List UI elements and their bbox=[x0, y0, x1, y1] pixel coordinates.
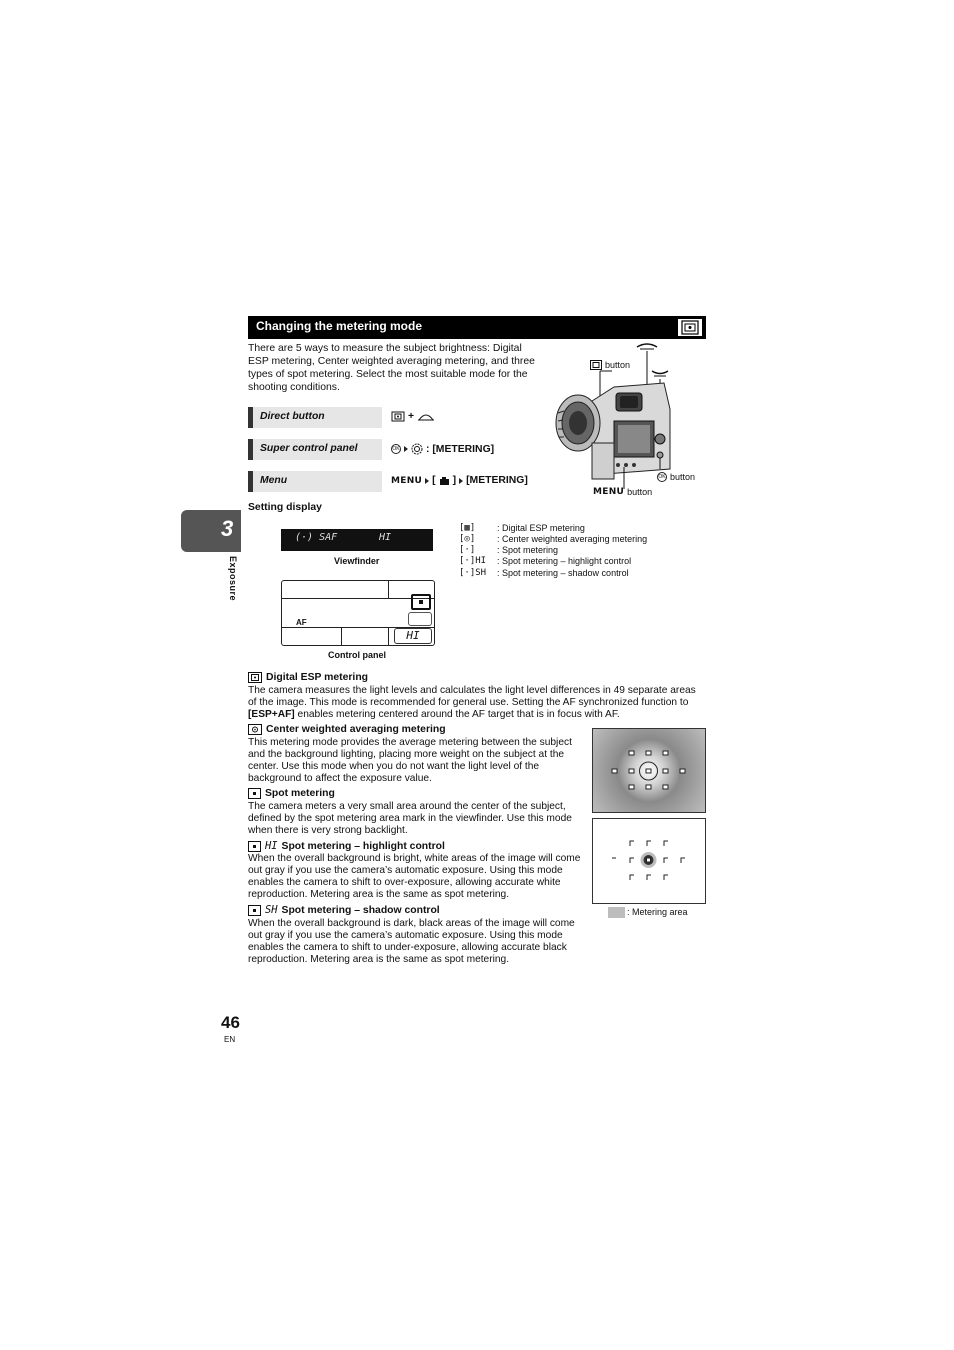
center-body: This metering mode provides the average metering between the subject and the background lighting, placing more weight on the subject at the center. Use this mode when you do not want the light level of the background to affect the exposure value. bbox=[248, 737, 572, 784]
viewfinder-label: Viewfinder bbox=[334, 556, 380, 566]
setting-display-title: Setting display bbox=[248, 502, 322, 513]
method-menu-value: MENU [ ] [METERING] bbox=[391, 475, 528, 486]
esp-body: The camera measures the light levels and calculates the light level differences in 49 separate areas of the image. This mode is recommended for general use. Setting the AF synchronized function to [ESP+AF] enables metering centered around the AF target that is in focus with AF. bbox=[248, 685, 696, 720]
spot-metering-icon bbox=[248, 788, 261, 799]
center-weighted-diagram bbox=[592, 728, 706, 813]
spot-metering-icon bbox=[411, 594, 431, 610]
method-direct-label: Direct button bbox=[248, 407, 382, 428]
esp-heading: Digital ESP metering bbox=[248, 672, 368, 683]
ok-button-callout: OK button bbox=[658, 472, 696, 482]
method-super-label: Super control panel bbox=[248, 439, 382, 460]
method-menu-label: Menu bbox=[248, 471, 382, 492]
control-panel-display: AF HI bbox=[281, 580, 435, 646]
spot-metering-icon bbox=[248, 905, 261, 916]
spot-heading: Spot metering bbox=[248, 788, 335, 799]
spot-metering-diagram bbox=[592, 818, 706, 904]
center-weighted-icon bbox=[248, 724, 262, 735]
intro-text: There are 5 ways to measure the subject brightness: Digital ESP metering, Center weighted averaging metering, and three types of spot metering. Select the most suitable mode for the shooting conditions. bbox=[248, 343, 535, 393]
chapter-label: Exposure bbox=[228, 556, 238, 602]
shadow-heading: SH Spot metering – shadow control bbox=[248, 904, 440, 916]
page-number: 46 bbox=[221, 1013, 240, 1032]
dial-icon bbox=[417, 412, 435, 422]
control-dial-icon bbox=[411, 443, 423, 455]
control-panel-label: Control panel bbox=[328, 650, 386, 660]
esp-metering-icon bbox=[391, 411, 405, 422]
page-language: EN bbox=[224, 1035, 236, 1044]
spot-metering-icon bbox=[248, 841, 261, 852]
chapter-tab: 3 bbox=[181, 510, 241, 552]
spot-body: The camera meters a very small area around the center of the subject, defined by the spot metering area mark in the viewfinder. Use this mode when there is very strong backlight. bbox=[248, 801, 572, 836]
highlight-heading: HI Spot metering – highlight control bbox=[248, 840, 445, 852]
arrow-icon bbox=[425, 478, 429, 484]
legend-item: [▦] : Digital ESP metering bbox=[459, 523, 585, 533]
ok-button-icon: OK bbox=[392, 446, 400, 452]
shadow-body: When the overall background is dark, black areas of the image will come out gray if you use the camera’s automatic exposure. Using this mode enables the camera to shift to under-exposure, allowing accurate black reproduction. Metering area is the same as spot metering. bbox=[248, 918, 575, 965]
legend-item: [·]SH : Spot metering – shadow control bbox=[459, 568, 629, 578]
esp-metering-icon bbox=[248, 672, 262, 683]
ok-button-icon: OK bbox=[658, 474, 666, 480]
metering-area-swatch bbox=[608, 907, 625, 918]
camera-tab-icon bbox=[439, 476, 450, 486]
metering-area-label: : Metering area bbox=[627, 907, 688, 917]
legend-item: [·] : Spot metering bbox=[459, 545, 559, 555]
center-heading: Center weighted averaging metering bbox=[248, 724, 446, 735]
arrow-icon bbox=[459, 478, 463, 484]
arrow-icon bbox=[404, 446, 408, 452]
method-super-value: OK : [METERING] bbox=[392, 443, 495, 455]
esp-metering-icon bbox=[590, 360, 602, 370]
legend-item: [◎] : Center weighted averaging metering bbox=[459, 534, 648, 544]
viewfinder-display: (·) SAF HI bbox=[281, 529, 433, 551]
legend-item: [·]HI : Spot metering – highlight control bbox=[459, 556, 632, 566]
esp-button-callout: button bbox=[590, 360, 630, 370]
section-title: Changing the metering mode bbox=[256, 319, 423, 333]
menu-button-callout: MENU button bbox=[593, 487, 653, 497]
highlight-body: When the overall background is bright, white areas of the image will come out gray if you use the camera’s automatic exposure. Using this mode enables the camera to shift to over-exposure, allowing accurate white reproduction. Metering area is the same as spot metering. bbox=[248, 853, 581, 900]
method-direct-value: + bbox=[391, 411, 435, 422]
section-header bbox=[248, 316, 706, 339]
esp-metering-icon bbox=[677, 318, 703, 337]
